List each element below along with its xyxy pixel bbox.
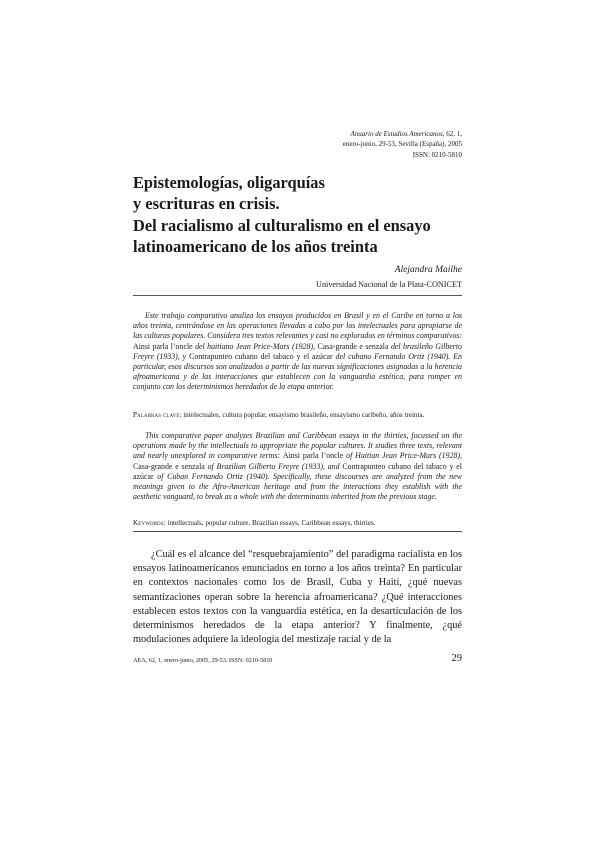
abstract-segment: of Haitian Jean Price-Mars (1928),	[343, 451, 462, 461]
abstract-segment: of Cuban Fernando Ortiz (1940). Specifically, these discourses are analyzed from the new meanings given to the Afro-American heritage and from the interactions they establish with the aesthetic vanguard, to break as a whole with the determinants inherited from the previous stage.	[133, 471, 462, 502]
footer-citation: AEA, 62, 1, enero-junio, 2005, 29-53. ISSN: 0210-5810	[133, 657, 273, 664]
journal-reference	[343, 129, 462, 160]
title-line: latinoamericano de los años treinta	[133, 237, 378, 257]
abstract-segment: Ainsi parla l’oncle	[133, 341, 193, 351]
abstract-segment: Ainsi parla l’oncle	[282, 451, 344, 461]
bottom-divider	[133, 531, 462, 532]
title-line: y escrituras en crisis.	[133, 194, 280, 214]
abstract-spanish-text	[133, 311, 462, 393]
page-number: 29	[451, 653, 462, 664]
author-name: Alejandra Mailhe	[394, 265, 462, 275]
abstract-segment: Este trabajo comparativo analiza los ensayos producidos en Brasil y en el Caribe en torno a los años treinta, centrándose en las operaciones llevadas a cabo por los intelectuales para apropiarse de las culturas populares. Considera tres textos relevantes y casi no explorados en términos comparativos:	[133, 311, 462, 341]
keywords-list: intellectuals, popular culture, Brazilian essays, Caribbean essays, thirties.	[165, 519, 376, 527]
abstract-segment: Casa-grande e senzala	[317, 341, 389, 351]
journal-name: Anuario de Estudios Americanos	[350, 130, 443, 138]
title-line: Del racialismo al culturalismo en el ensayo	[133, 215, 431, 235]
keywords-label: Keywords:	[133, 519, 166, 527]
journal-reference-line-1	[343, 129, 462, 139]
abstract-segment: del cubano Fernando Ortiz (1940). En particular, esos discursos son analizados a partir de las nuevas significaciones asignadas a la herencia afroamericana y de las interacciones que establecen con la vanguardia estética, para romper en conjunto con los determinismos heredados de la etapa anterior.	[133, 351, 462, 392]
body-text	[133, 548, 462, 647]
abstract-english	[133, 431, 462, 502]
article-title	[133, 172, 493, 258]
abstract-segment: del haitiano Jean Price-Mars (1928),	[192, 341, 318, 351]
keywords-english	[133, 518, 462, 528]
abstract-segment: This comparative paper analyzes Brazilian and Caribbean essays in the thirties, focussed on the operations made by the intellectuals to appropriate the popular cultures. It studies three texts, relevant and nearly unexplored in comparative terms:	[133, 431, 462, 461]
abstract-spanish	[133, 311, 462, 393]
journal-issn: ISSN: 0210-5810	[412, 150, 462, 159]
journal-reference-line-2: enero-junio, 29-53, Sevilla (España), 2005	[342, 140, 462, 149]
keywords-spanish	[133, 410, 462, 420]
author-affiliation: Universidad Nacional de la Plata-CONICET	[316, 280, 462, 289]
keywords-list: intelectuales, cultura popular, ensayismo brasileño, ensayismo caribeño, años treinta.	[181, 411, 425, 419]
top-divider	[133, 295, 462, 296]
abstract-segment: Contrapunteo cubano del tabaco y el azúcar	[189, 351, 333, 361]
abstract-segment: Contrapunteo cubano del tabaco y el azúcar	[133, 461, 462, 481]
body-paragraph: ¿Cuál es el alcance del “resquebrajamiento” del paradigma racialista en los ensayos latinoamericanos enunciados en torno a los años treinta? En particular en contextos nacionales como los de Brasil, Cuba y Haití, ¿qué nuevas semantizaciones operan sobre la herencia afroamericana? ¿Qué interacciones establecen estos textos con la vanguardia estética, en la desarticulación de los determinismos heredados de la etapa anterior? Y finalmente, ¿qué modulaciones adquiere la ideología del mestizaje racial y de la	[133, 549, 462, 646]
title-line: Epistemologías, oligarquías	[133, 173, 325, 192]
abstract-segment: Casa-grande e senzala	[133, 461, 205, 471]
abstract-english-text	[133, 431, 462, 502]
keywords-label: Palabras clave:	[133, 411, 182, 419]
abstract-segment: del brasileño Gilberto Freyre (1933), y	[133, 341, 463, 361]
abstract-segment: of Brazilian Gilberto Freyre (1933), and	[204, 461, 343, 471]
journal-volume: , 62, 1,	[442, 130, 462, 138]
